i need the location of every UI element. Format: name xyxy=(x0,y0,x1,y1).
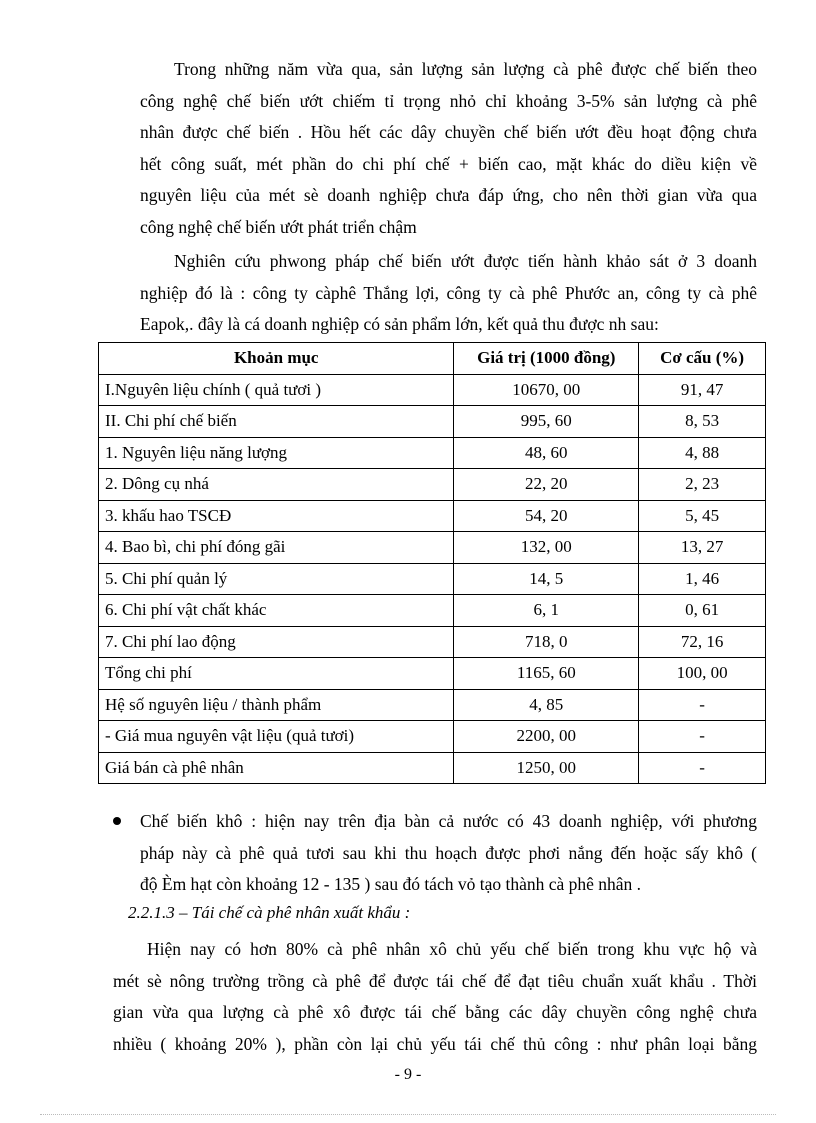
header-item: Khoản mục xyxy=(99,343,454,375)
cell-share: 13, 27 xyxy=(639,532,766,564)
cell-item: - Giá mua nguyên vật liệu (quả tươi) xyxy=(99,721,454,753)
cell-share: - xyxy=(639,752,766,784)
table-row xyxy=(99,532,766,564)
cell-item: 4. Bao bì, chi phí đóng gãi xyxy=(99,532,454,564)
text-line: Eapok,. đây là cá doanh nghiệp có sản phẩm lớn, kết quả thu được nh sau: xyxy=(140,314,659,335)
text-line: mét sè nông trường trồng cà phê để được tái chế để đạt tiêu chuẩn xuất khẩu . Thời xyxy=(113,970,757,991)
cell-value: 54, 20 xyxy=(454,500,639,532)
text-line: nghiệp đó là : công ty càphê Thắng lợi, công ty cà phê Phước an, công ty cà phê xyxy=(140,282,757,303)
text-line: công nghệ chế biến ướt phát triển chậm xyxy=(140,216,417,237)
cell-share: 72, 16 xyxy=(639,626,766,658)
table-row xyxy=(99,374,766,406)
table-row xyxy=(99,406,766,438)
cell-item: Tổng chi phí xyxy=(99,658,454,690)
page-number: - 9 - xyxy=(394,1066,422,1083)
text-line: gian vừa qua lượng cà phê xô được tái chế bằng các dây chuyền công nghệ chưa xyxy=(113,1002,757,1023)
bullet-dry-processing xyxy=(113,806,757,901)
table-row xyxy=(99,752,766,784)
cell-share: 0, 61 xyxy=(639,595,766,627)
paragraph-reprocessing xyxy=(113,934,757,1060)
cell-value: 718, 0 xyxy=(454,626,639,658)
text-line: nhiều ( khoảng 20% ), phần còn lại chủ yếu tái chế thủ công : như phân loại bằng xyxy=(113,1033,757,1054)
cell-share: 2, 23 xyxy=(639,469,766,501)
cell-value: 22, 20 xyxy=(454,469,639,501)
cell-share: 8, 53 xyxy=(639,406,766,438)
footer-divider xyxy=(40,1114,776,1115)
table-row xyxy=(99,595,766,627)
cost-table xyxy=(98,342,766,784)
cell-value: 48, 60 xyxy=(454,437,639,469)
header-share: Cơ cấu (%) xyxy=(639,343,766,375)
table-row xyxy=(99,469,766,501)
text-line: Nghiên cứu phwong pháp chế biến ướt được tiến hành khảo sát ở 3 doanh xyxy=(174,251,757,271)
paragraph-research xyxy=(140,246,757,341)
header-value: Giá trị (1000 đồng) xyxy=(454,343,639,375)
table-row xyxy=(99,626,766,658)
cell-value: 1165, 60 xyxy=(454,658,639,690)
text-line: hết công suất, mét phần do chi phí chế + biến cao, mặt khác do diều kiện về xyxy=(140,153,757,174)
cell-share: - xyxy=(639,689,766,721)
cell-item: II. Chi phí chế biến xyxy=(99,406,454,438)
cell-value: 132, 00 xyxy=(454,532,639,564)
cell-item: 3. khấu hao TSCĐ xyxy=(99,500,454,532)
table-header-row xyxy=(99,343,766,375)
text-line: Trong những năm vừa qua, sản lượng sản lượng cà phê được chế biến theo xyxy=(174,59,757,79)
cell-share: 5, 45 xyxy=(639,500,766,532)
cell-item: 5. Chi phí quản lý xyxy=(99,563,454,595)
paragraph-production xyxy=(140,54,757,244)
table-row xyxy=(99,500,766,532)
text-line: nhân được chế biến . Hồu hết các dây chuyền chế biến ướt đều hoạt động chưa xyxy=(140,122,757,143)
cell-value: 4, 85 xyxy=(454,689,639,721)
cell-value: 6, 1 xyxy=(454,595,639,627)
cell-item: I.Nguyên liệu chính ( quả tươi ) xyxy=(99,374,454,406)
cell-share: 4, 88 xyxy=(639,437,766,469)
cell-value: 14, 5 xyxy=(454,563,639,595)
text-line: độ Èm hạt còn khoảng 12 - 135 ) sau đó tách vỏ tạo thành cà phê nhân . xyxy=(140,874,642,895)
cell-item: Giá bán cà phê nhân xyxy=(99,752,454,784)
text-line: Chế biến khô : hiện nay trên địa bàn cả nước có 43 doanh nghiệp, với phương xyxy=(140,811,757,831)
cell-item: 7. Chi phí lao động xyxy=(99,626,454,658)
cell-item: 6. Chi phí vật chất khác xyxy=(99,595,454,627)
cell-item: 1. Nguyên liệu năng lượng xyxy=(99,437,454,469)
cell-share: 100, 00 xyxy=(639,658,766,690)
table-row xyxy=(99,563,766,595)
cell-share: - xyxy=(639,721,766,753)
cell-share: 91, 47 xyxy=(639,374,766,406)
section-subheading: 2.2.1.3 – Tái chế cà phê nhân xuất khẩu : xyxy=(128,903,411,922)
text-line: công nghệ chế biến ướt chiếm tỉ trọng nhỏ chỉ khoảng 3-5% sản lượng cà phê xyxy=(140,90,757,111)
text-line: nguyên liệu của mét sè doanh nghiệp chưa đáp ứng, cho nên thời gian vừa qua xyxy=(140,185,757,206)
cell-value: 10670, 00 xyxy=(454,374,639,406)
text-line: Hiện nay có hơn 80% cà phê nhân xô chủ yếu chế biến trong khu vực hộ và xyxy=(147,939,757,959)
bullet-icon xyxy=(113,817,121,825)
cell-item: 2. Dông cụ nhá xyxy=(99,469,454,501)
table-row xyxy=(99,689,766,721)
table-row xyxy=(99,721,766,753)
text-line: pháp này cà phê quả tươi sau khi thu hoạch được phơi nắng đến hoặc sấy khô ( xyxy=(140,842,757,863)
cell-value: 2200, 00 xyxy=(454,721,639,753)
table-row xyxy=(99,437,766,469)
table-row xyxy=(99,658,766,690)
cell-share: 1, 46 xyxy=(639,563,766,595)
cell-item: Hệ số nguyên liệu / thành phẩm xyxy=(99,689,454,721)
cell-value: 995, 60 xyxy=(454,406,639,438)
cell-value: 1250, 00 xyxy=(454,752,639,784)
